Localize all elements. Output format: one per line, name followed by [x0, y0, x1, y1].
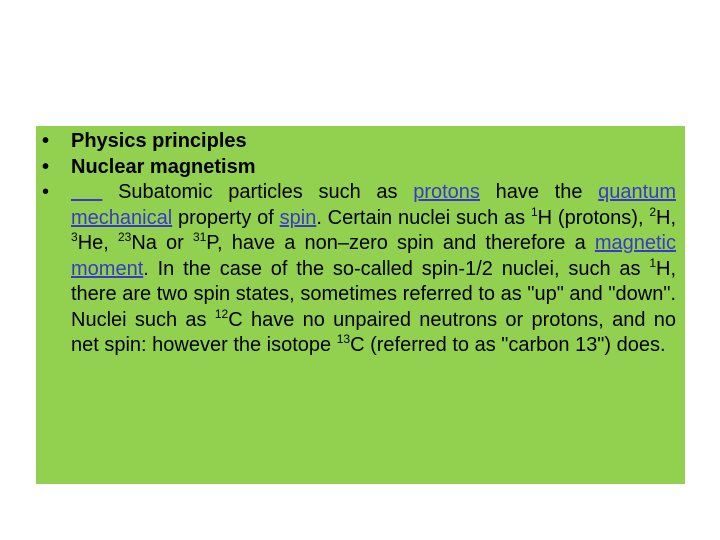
- link-magnetic[interactable]: magnetic: [594, 232, 676, 254]
- superscript: 2: [649, 204, 656, 219]
- link-mechanical[interactable]: mechanical: [71, 206, 173, 229]
- text: Subatomic particles such as: [118, 181, 414, 203]
- text: C have no unpaired neutrons or protons, and no net spin: however the isotope: [71, 308, 676, 356]
- text: C (referred to as "carbon 13") does.: [350, 334, 666, 356]
- superscript: 13: [336, 332, 351, 346]
- superscript: 1: [530, 204, 538, 219]
- text: . Certain nuclei such as: [316, 206, 531, 229]
- superscript: 31: [192, 230, 207, 244]
- text: have the: [479, 181, 599, 203]
- text: . In the case of the so-called spin-1/2 nuclei, such as: [143, 257, 650, 280]
- text: H, there are two spin states, sometimes referred to as "up" and "down". Nuclei such as: [71, 257, 676, 331]
- link-moment[interactable]: moment: [71, 257, 144, 280]
- superscript: 3: [71, 230, 78, 244]
- text: H (protons),: [537, 206, 650, 229]
- link-quantum[interactable]: quantum: [598, 181, 677, 203]
- text: property of: [172, 206, 280, 229]
- text: P, have a non–zero spin and therefore a: [206, 232, 595, 254]
- superscript: 1: [649, 255, 656, 270]
- bullet-paragraph: [36, 180, 676, 359]
- bullet-physics-principles: • Physics principles: [36, 129, 676, 155]
- link-protons[interactable]: protons: [413, 181, 480, 203]
- superscript: 12: [214, 306, 229, 321]
- bullet-nuclear-magnetism: • Nuclear magnetism: [36, 155, 676, 181]
- text: He,: [77, 232, 118, 254]
- bullet-list: [36, 129, 676, 359]
- superscript: 23: [117, 230, 132, 244]
- link-spin[interactable]: spin: [279, 206, 317, 229]
- text: H,: [656, 206, 676, 229]
- empty-link[interactable]: [71, 181, 102, 203]
- text: Na or: [131, 232, 193, 254]
